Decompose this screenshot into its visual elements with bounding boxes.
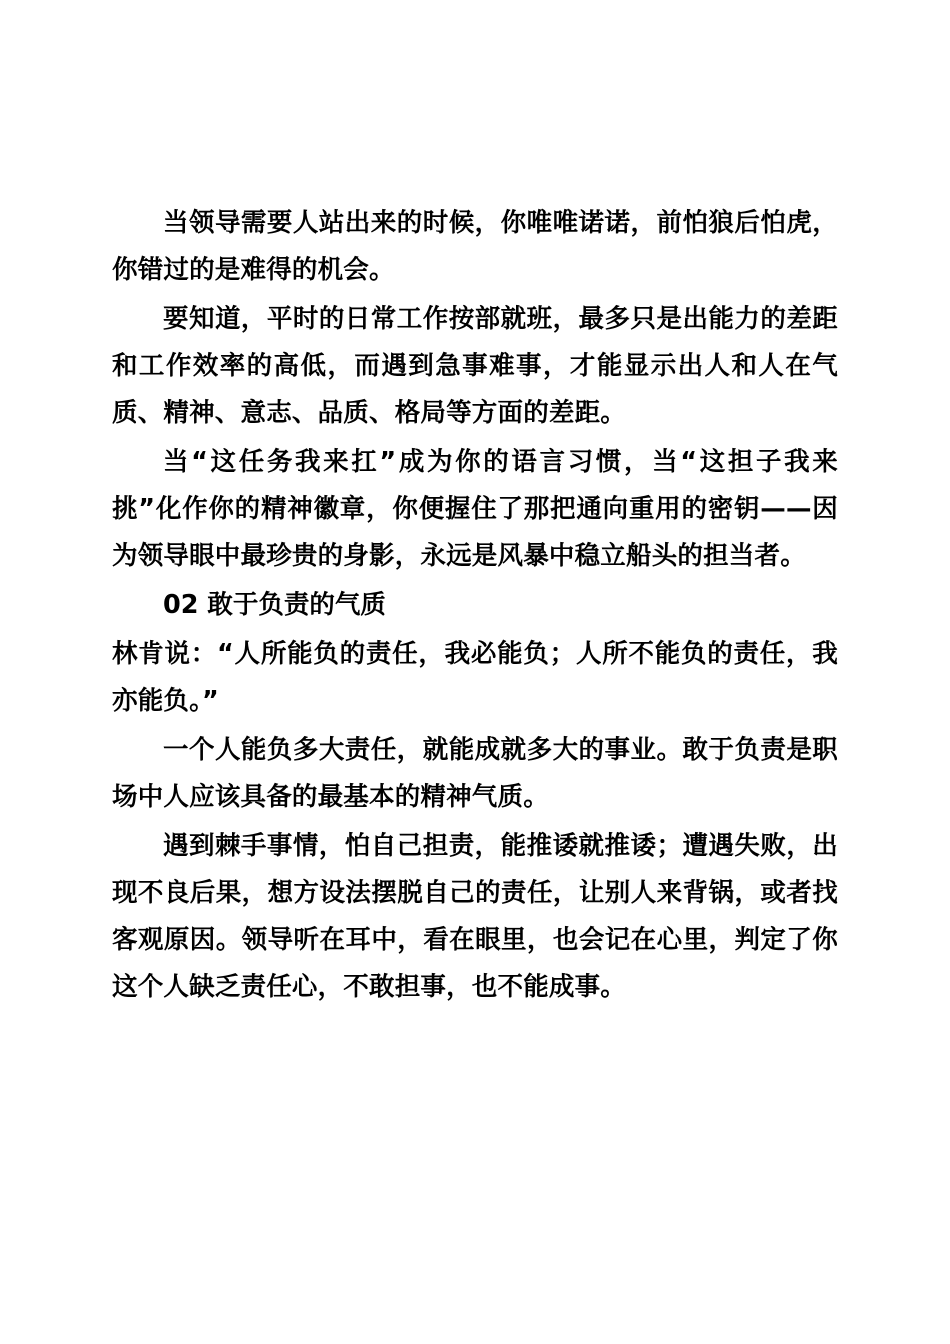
document-body bbox=[112, 200, 838, 1011]
paragraph-6: 遇到棘手事情，怕自己担责，能推诿就推诿；遭遇失败，出现不良后果，想方设法摆脱自己的责任，让别人来背锅，或者找客观原因。领导听在耳中，看在眼里，也会记在心里，判定了你这个人缺乏责任心，不敢担事，也不能成事。 bbox=[112, 831, 838, 1002]
paragraph-5: 一个人能负多大责任，就能成就多大的事业。敢于负责是职场中人应该具备的最基本的精神气质。 bbox=[112, 735, 838, 812]
paragraph-2: 要知道，平时的日常工作按部就班，最多只是出能力的差距和工作效率的高低，而遇到急事难事，才能显示出人和人在气质、精神、意志、品质、格局等方面的差距。 bbox=[112, 304, 838, 428]
paragraph-quote-lincoln: 林肯说：“人所能负的责任，我必能负；人所不能负的责任，我亦能负。” bbox=[112, 639, 838, 716]
paragraph-1: 当领导需要人站出来的时候，你唯唯诺诺，前怕狼后怕虎，你错过的是难得的机会。 bbox=[112, 208, 838, 285]
section-heading-02: 02 敢于负责的气质 bbox=[163, 590, 386, 620]
paragraph-3: 当“这任务我来扛”成为你的语言习惯，当“这担子我来挑”化作你的精神徽章，你便握住了那把通向重用的密钥——因为领导眼中最珍贵的身影，永远是风暴中稳立船头的担当者。 bbox=[112, 447, 838, 571]
